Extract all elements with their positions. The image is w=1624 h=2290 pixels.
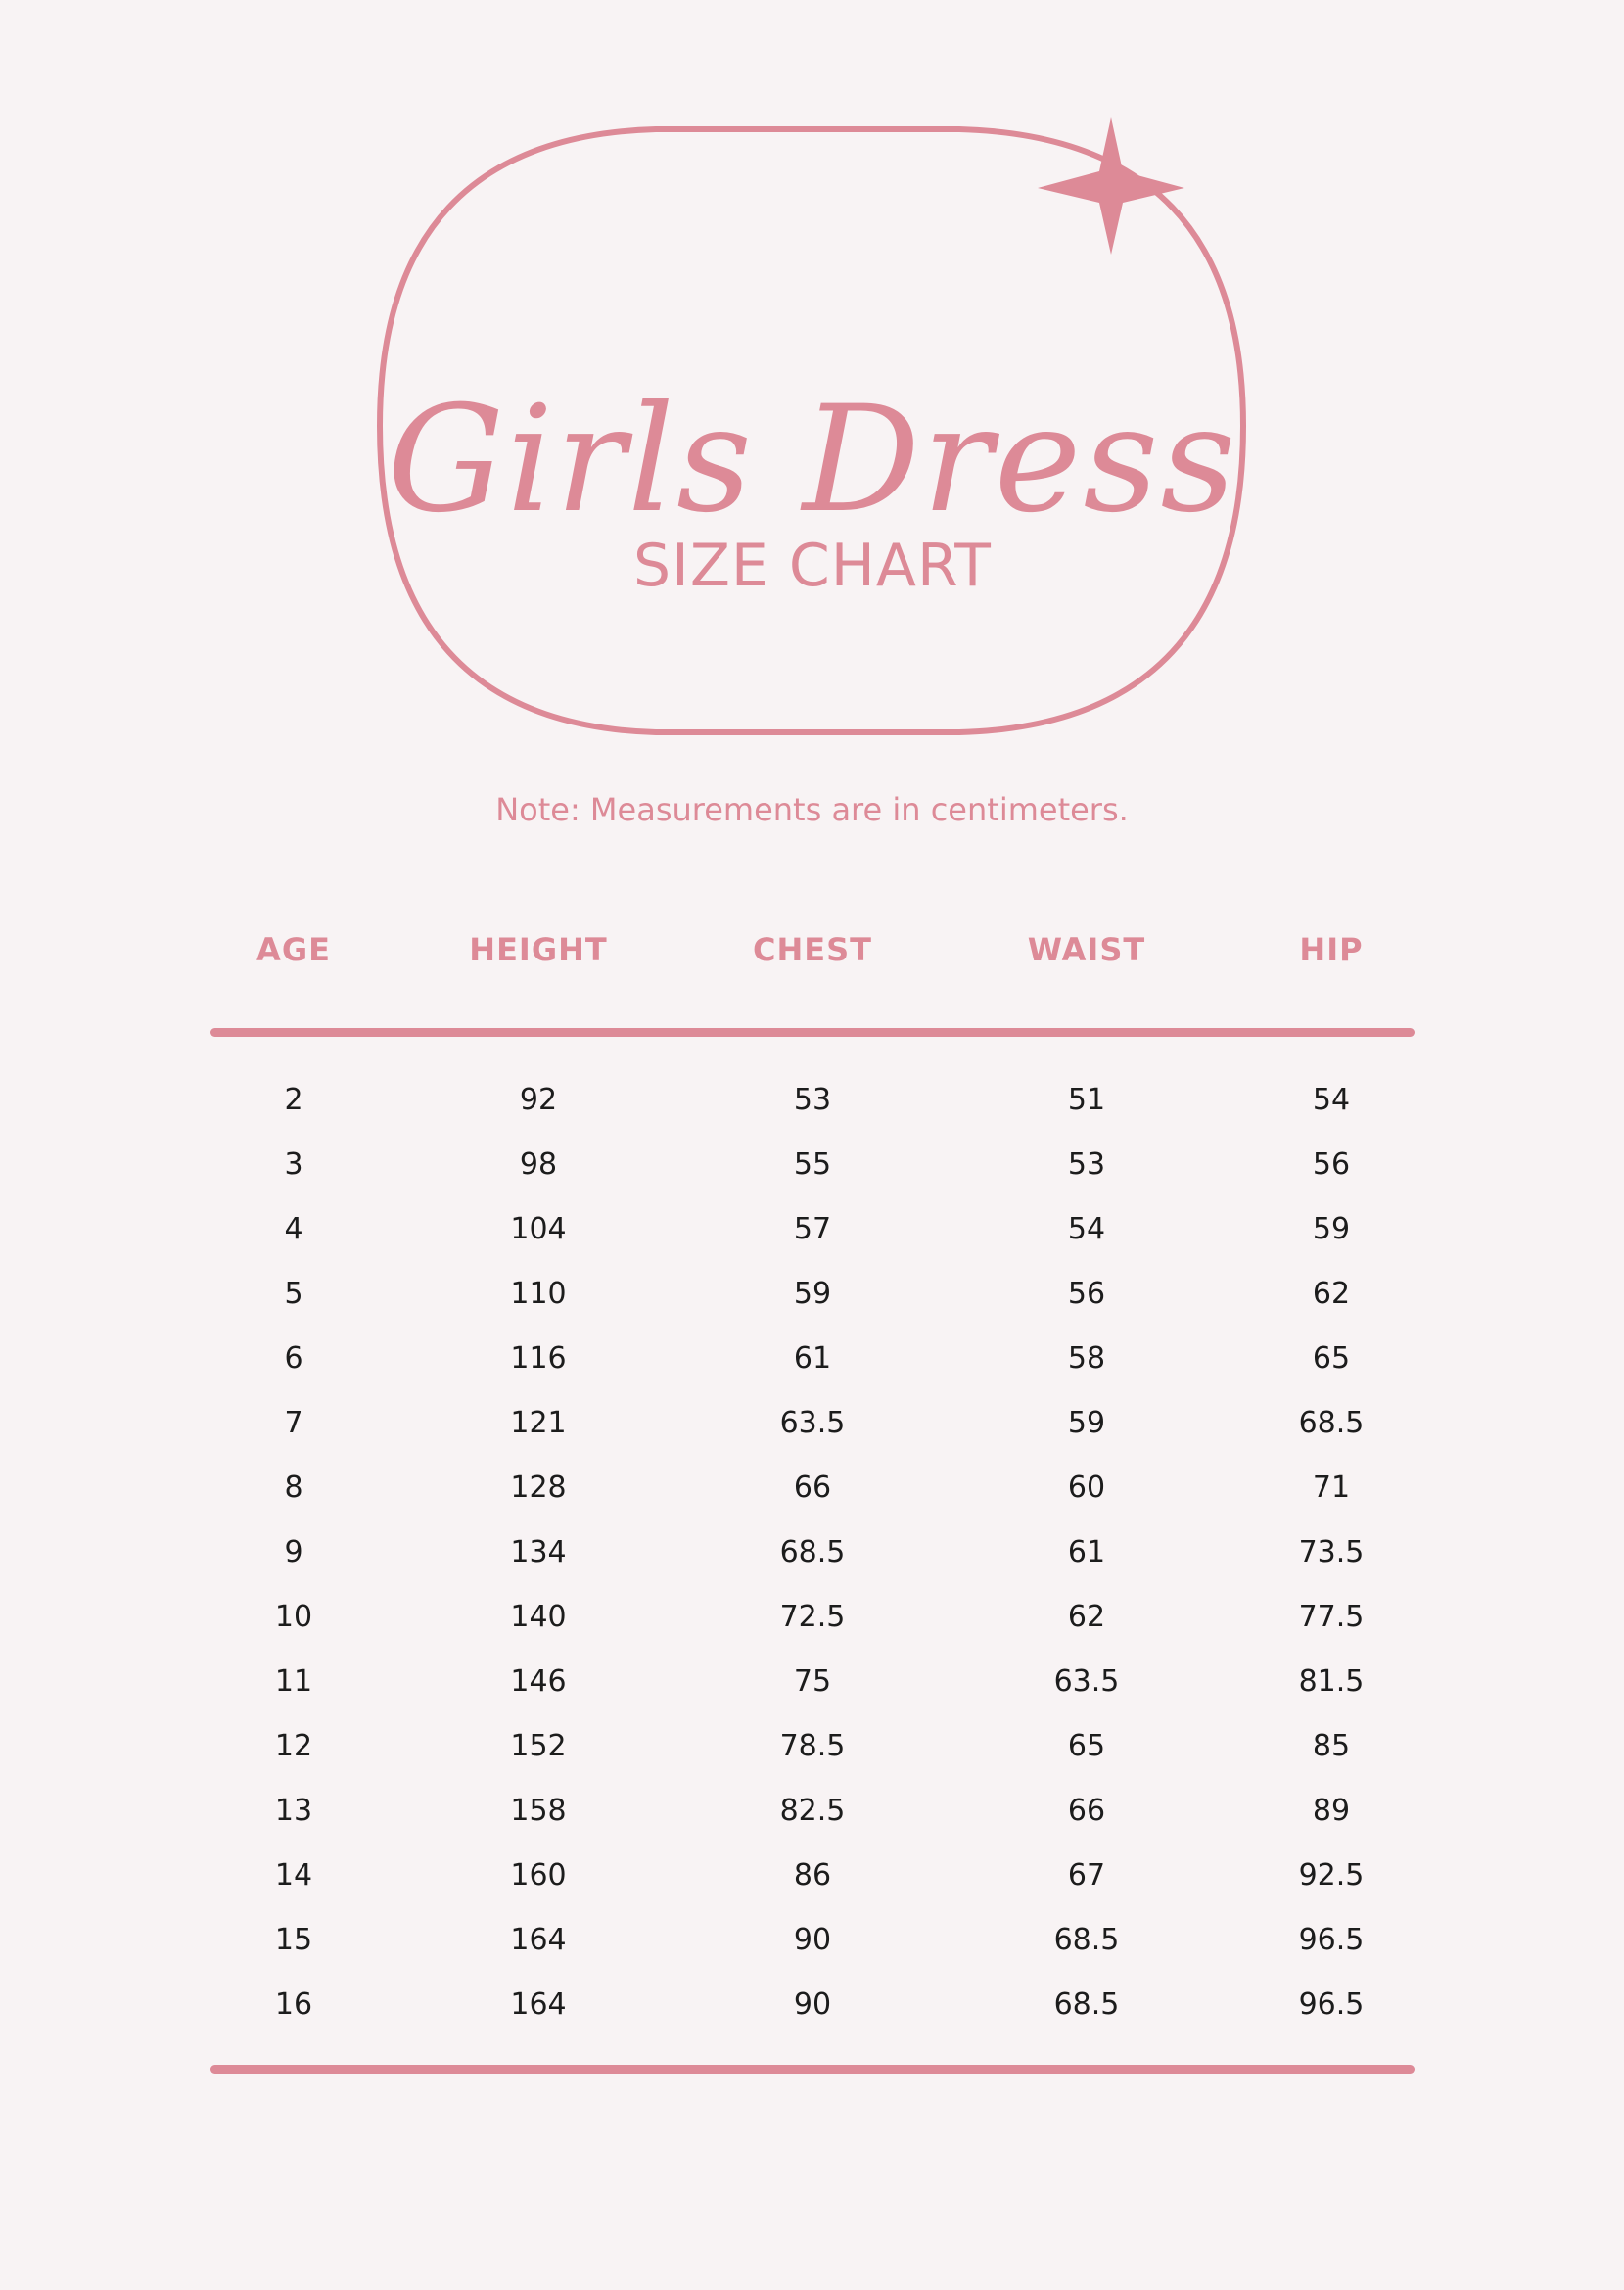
cell-hip: 59 [1312, 1212, 1351, 1246]
cell-hip: 92.5 [1298, 1858, 1365, 1893]
header-divider [210, 1028, 1415, 1037]
cell-waist: 56 [1067, 1277, 1106, 1311]
cell-waist: 63.5 [1053, 1664, 1120, 1699]
table-row [210, 1585, 1415, 1650]
cell-chest: 90 [793, 1923, 832, 1957]
cell-height: 152 [510, 1729, 567, 1763]
cell-hip: 65 [1312, 1341, 1351, 1376]
cell-waist: 65 [1067, 1729, 1106, 1763]
cell-height: 128 [510, 1471, 567, 1505]
cell-age: 10 [274, 1600, 313, 1634]
cell-age: 5 [284, 1277, 303, 1311]
col-header-age: AGE [256, 931, 331, 968]
table-row [210, 1779, 1415, 1844]
measurement-note: Note: Measurements are in centimeters. [495, 791, 1129, 828]
cell-hip: 89 [1312, 1794, 1351, 1828]
cell-chest: 86 [793, 1858, 832, 1893]
cell-age: 3 [284, 1147, 303, 1182]
cell-age: 8 [284, 1471, 303, 1505]
script-title: Girls Dress [387, 375, 1238, 545]
cell-height: 110 [510, 1277, 567, 1311]
cell-waist: 58 [1067, 1341, 1106, 1376]
table-row [210, 1973, 1415, 2037]
cell-height: 98 [519, 1147, 558, 1182]
cell-chest: 57 [793, 1212, 832, 1246]
cell-height: 116 [510, 1341, 567, 1376]
table-row [210, 1262, 1415, 1327]
cell-waist: 66 [1067, 1794, 1106, 1828]
table-row [210, 1844, 1415, 1908]
cell-hip: 68.5 [1298, 1406, 1365, 1440]
cell-waist: 68.5 [1053, 1923, 1120, 1957]
cell-height: 164 [510, 1987, 567, 2022]
cell-height: 158 [510, 1794, 567, 1828]
title-badge [372, 108, 1253, 744]
cell-age: 15 [274, 1923, 313, 1957]
table-header [210, 920, 1415, 979]
cell-chest: 82.5 [779, 1794, 846, 1828]
cell-chest: 55 [793, 1147, 832, 1182]
cell-chest: 59 [793, 1277, 832, 1311]
cell-height: 104 [510, 1212, 567, 1246]
cell-chest: 72.5 [779, 1600, 846, 1634]
cell-height: 160 [510, 1858, 567, 1893]
cell-waist: 51 [1067, 1083, 1106, 1117]
cell-chest: 68.5 [779, 1535, 846, 1569]
cell-age: 14 [274, 1858, 313, 1893]
table-row [210, 1133, 1415, 1197]
col-header-height: HEIGHT [469, 931, 608, 968]
cell-age: 9 [284, 1535, 303, 1569]
cell-hip: 96.5 [1298, 1987, 1365, 2022]
col-header-chest: CHEST [753, 931, 872, 968]
size-table [210, 920, 1415, 2074]
cell-chest: 78.5 [779, 1729, 846, 1763]
cell-height: 164 [510, 1923, 567, 1957]
cell-chest: 66 [793, 1471, 832, 1505]
cell-chest: 61 [793, 1341, 832, 1376]
table-row [210, 1197, 1415, 1262]
cell-waist: 62 [1067, 1600, 1106, 1634]
footer-divider [210, 2065, 1415, 2074]
cell-chest: 53 [793, 1083, 832, 1117]
cell-waist: 67 [1067, 1858, 1106, 1893]
cell-waist: 59 [1067, 1406, 1106, 1440]
cell-waist: 60 [1067, 1471, 1106, 1505]
table-row [210, 1908, 1415, 1973]
cell-waist: 68.5 [1053, 1987, 1120, 2022]
cell-hip: 62 [1312, 1277, 1351, 1311]
cell-height: 140 [510, 1600, 567, 1634]
cell-waist: 54 [1067, 1212, 1106, 1246]
cell-hip: 81.5 [1298, 1664, 1365, 1699]
cell-age: 6 [284, 1341, 303, 1376]
table-row [210, 1391, 1415, 1456]
cell-hip: 73.5 [1298, 1535, 1365, 1569]
cell-height: 121 [510, 1406, 567, 1440]
cell-height: 134 [510, 1535, 567, 1569]
cell-hip: 85 [1312, 1729, 1351, 1763]
cell-hip: 54 [1312, 1083, 1351, 1117]
cell-waist: 61 [1067, 1535, 1106, 1569]
cell-height: 146 [510, 1664, 567, 1699]
cell-chest: 63.5 [779, 1406, 846, 1440]
table-row [210, 1327, 1415, 1391]
cell-age: 2 [284, 1083, 303, 1117]
cell-age: 7 [284, 1406, 303, 1440]
cell-age: 12 [274, 1729, 313, 1763]
cell-chest: 90 [793, 1987, 832, 2022]
table-row [210, 1650, 1415, 1714]
cell-hip: 71 [1312, 1471, 1351, 1505]
cell-hip: 77.5 [1298, 1600, 1365, 1634]
cell-age: 13 [274, 1794, 313, 1828]
cell-age: 11 [274, 1664, 313, 1699]
page-subtitle: SIZE CHART [633, 532, 992, 600]
cell-age: 4 [284, 1212, 303, 1246]
table-row [210, 1714, 1415, 1779]
cell-age: 16 [274, 1987, 313, 2022]
table-row [210, 1456, 1415, 1520]
table-row [210, 1520, 1415, 1585]
col-header-hip: HIP [1299, 931, 1364, 968]
cell-chest: 75 [793, 1664, 832, 1699]
cell-height: 92 [519, 1083, 558, 1117]
table-row [210, 1068, 1415, 1133]
sparkle-star-icon [1038, 117, 1184, 255]
col-header-waist: WAIST [1027, 931, 1146, 968]
table-body [210, 1037, 1415, 2037]
cell-hip: 96.5 [1298, 1923, 1365, 1957]
cell-hip: 56 [1312, 1147, 1351, 1182]
cell-waist: 53 [1067, 1147, 1106, 1182]
